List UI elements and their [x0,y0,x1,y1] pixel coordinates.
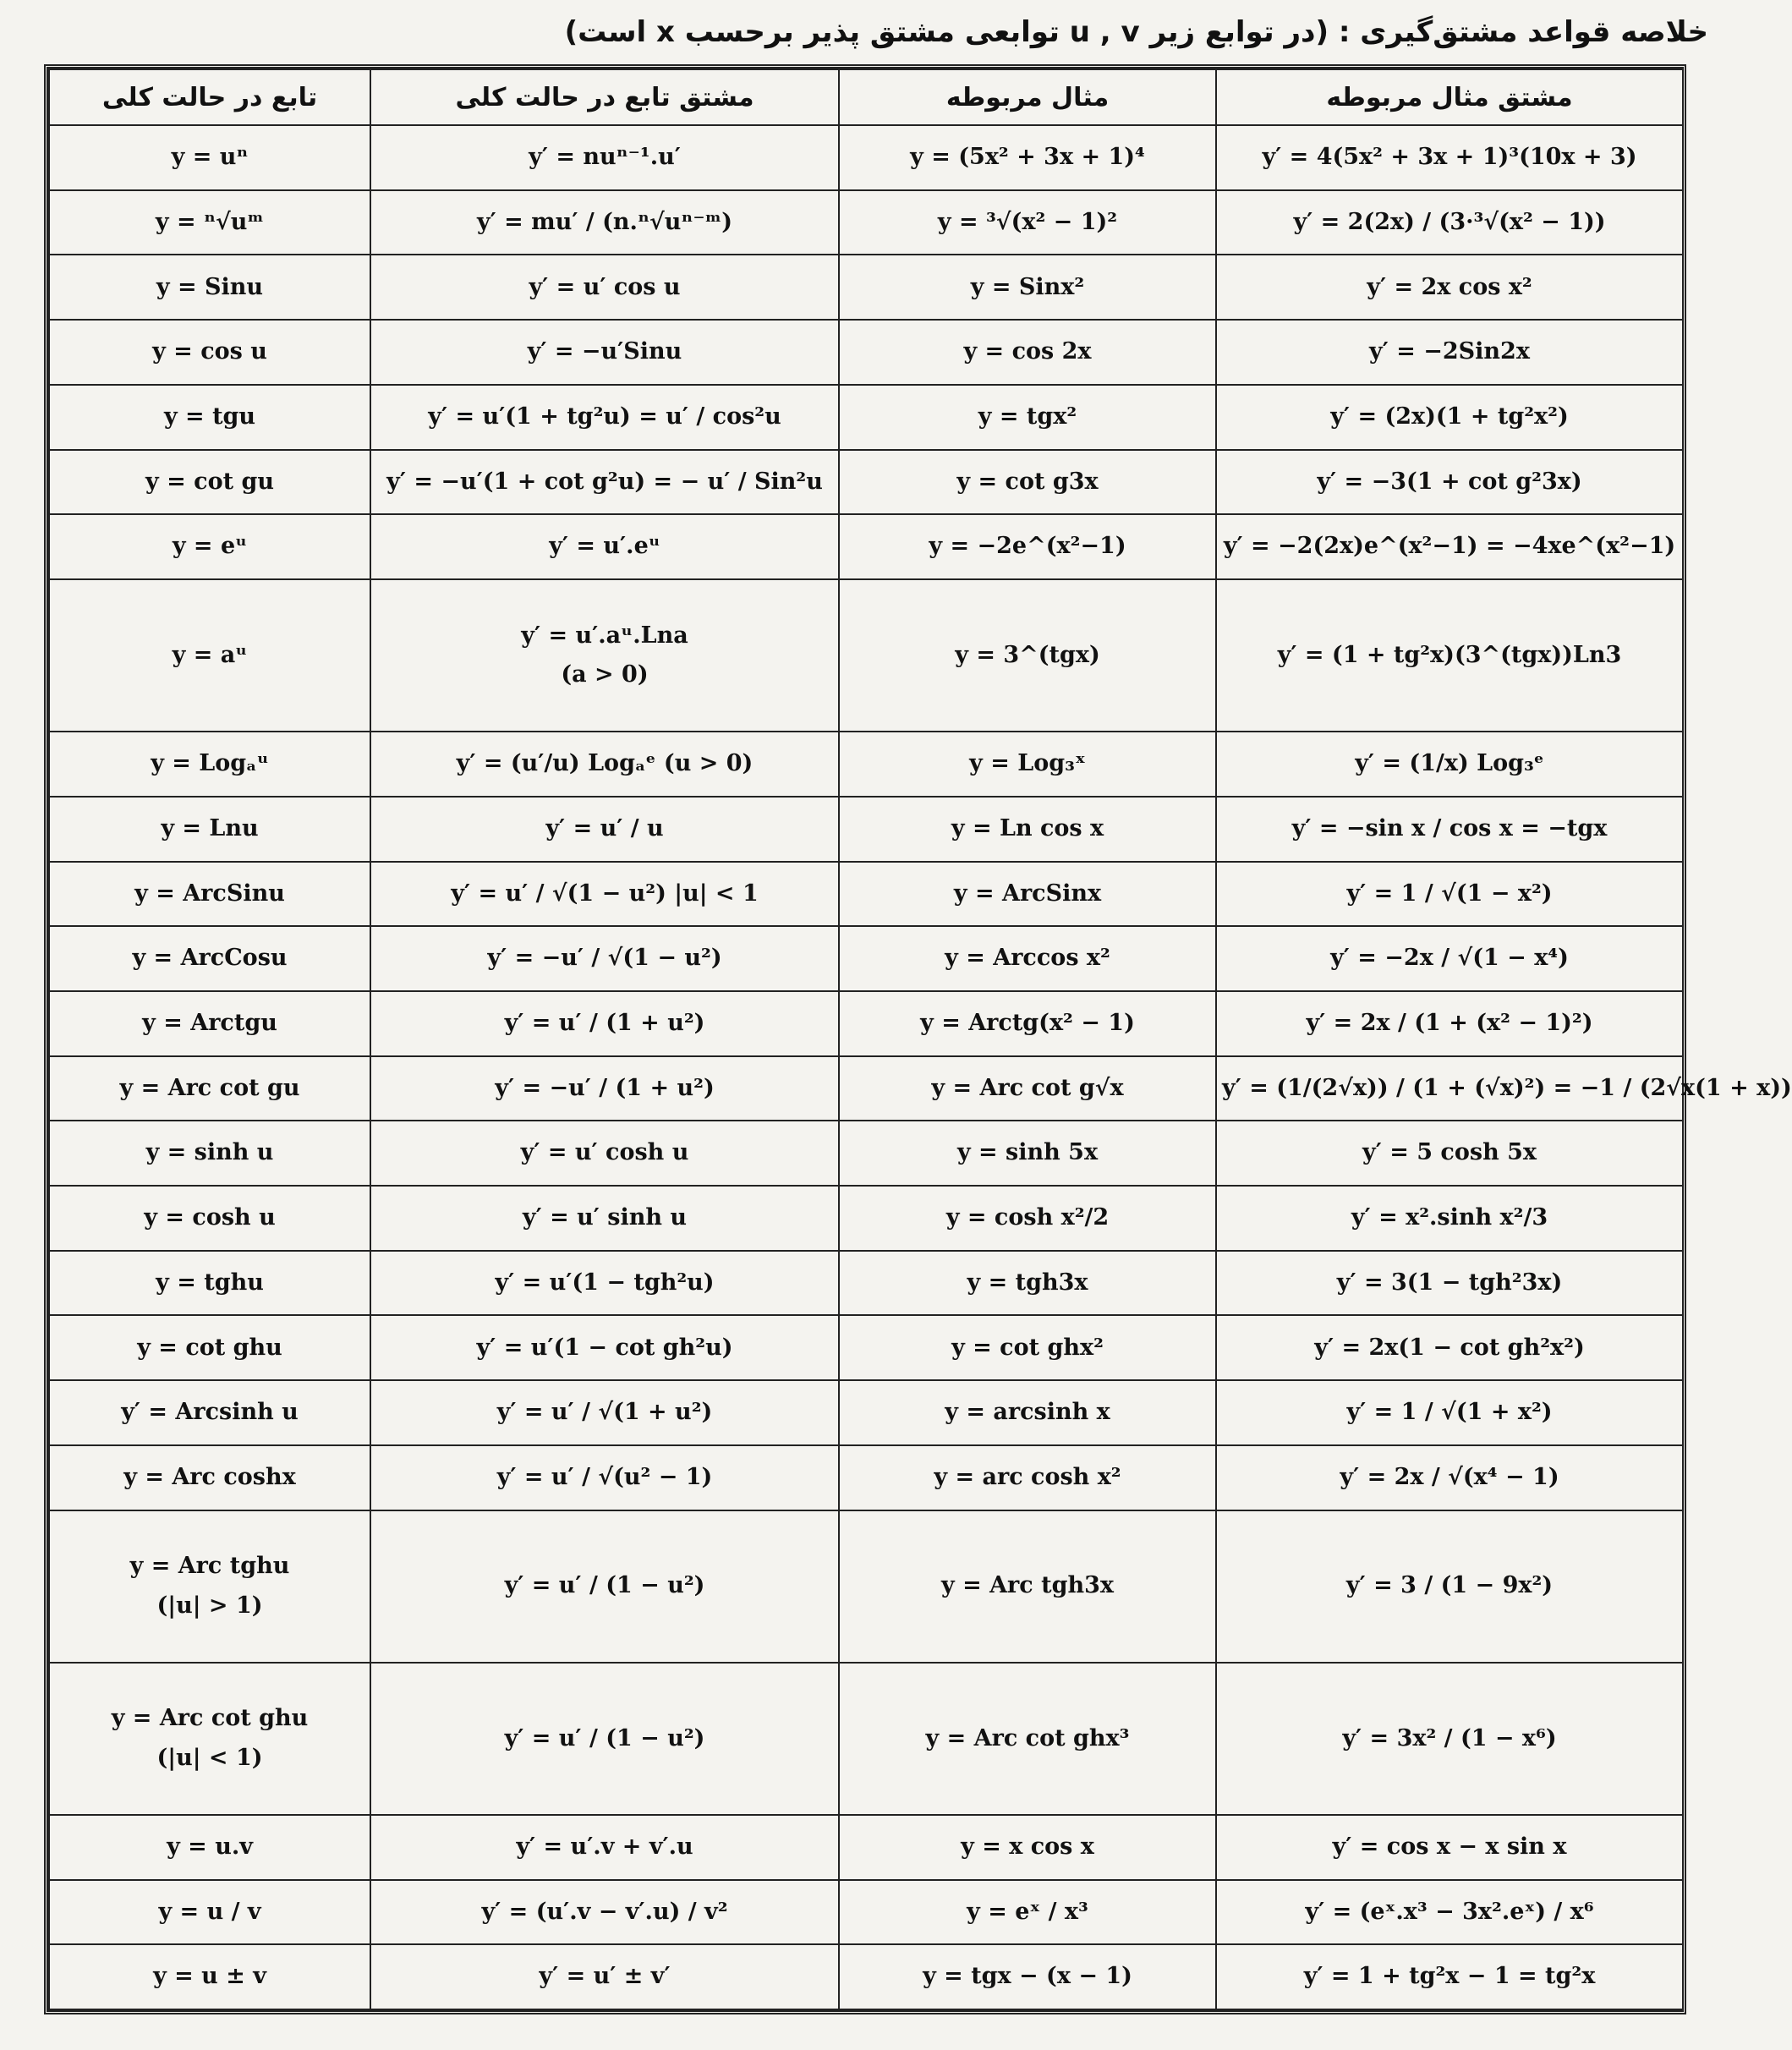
function-cell [49,190,370,255]
derivative-cell [370,1510,839,1663]
formula-text: y′ = −u′(1 + cot g²u) = − u′ / Sin²u [386,468,823,495]
derivative-cell [370,1056,839,1121]
example-derivative-cell [1216,1663,1683,1815]
derivative-cell [370,862,839,927]
function-cell [49,125,370,190]
derivative-cell [370,926,839,991]
header-function: تابع در حالت کلی [49,69,370,125]
formula-text: y′ = 2x(1 − cot gh²x²) [1314,1334,1585,1361]
header-example-derivative: مشتق مثال مربوطه [1216,69,1683,125]
formula-text: y = u.v [167,1833,253,1861]
formula-text: y′ = Arcsinh u [121,1399,299,1426]
derivative-cell [370,1121,839,1186]
example-cell [839,991,1216,1056]
table-row [49,190,1683,255]
table-row [49,450,1683,515]
example-cell [839,926,1216,991]
example-derivative-cell [1216,1380,1683,1445]
function-cell [49,1815,370,1880]
example-cell [839,732,1216,797]
formula-text: y′ = 2x / (1 + (x² − 1)²) [1306,1010,1593,1037]
table-row [49,1315,1683,1380]
example-cell [839,1815,1216,1880]
function-cell [49,1315,370,1380]
function-cell [49,1445,370,1510]
formula-text: y′ = x².sinh x²/3 [1351,1204,1548,1231]
formula-text: y′ = (eˣ.x³ − 3x².eˣ) / x⁶ [1305,1898,1594,1925]
example-derivative-cell [1216,991,1683,1056]
table-row [49,579,1683,732]
example-derivative-cell [1216,862,1683,927]
formula-text: y′ = −u′ / (1 + u²) [495,1074,715,1101]
derivative-cell [370,125,839,190]
formula-text: y = Arc cot gu [119,1074,300,1101]
example-cell [839,190,1216,255]
formula-text: y = eᵘ [172,533,248,560]
example-cell [839,450,1216,515]
formula-text: y = Logₐᵘ [151,750,269,777]
function-cell [49,1663,370,1815]
formula-text: y = eˣ / x³ [967,1898,1088,1925]
function-cell [49,797,370,862]
table-row [49,385,1683,450]
example-derivative-cell [1216,579,1683,732]
example-cell [839,1510,1216,1663]
example-derivative-cell [1216,1315,1683,1380]
formula-text: y′ = u′ / √(1 + u²) [496,1399,713,1426]
formula-text: y′ = u′(1 − tgh²u) [495,1269,715,1296]
example-cell [839,1663,1216,1815]
example-derivative-cell [1216,1056,1792,1121]
table-row [49,125,1683,190]
formula-text: y′ = −3(1 + cot g²3x) [1317,468,1582,495]
example-cell [839,1056,1216,1121]
table-row [49,862,1683,927]
formula-text: y′ = 1 / √(1 − x²) [1346,880,1553,907]
table-row [49,991,1683,1056]
formula-text: y = tghu [156,1269,264,1296]
table-row [49,320,1683,385]
formula-text: y′ = 1 + tg²x − 1 = tg²x [1303,1963,1596,1990]
function-cell [49,514,370,579]
formula-text: y′ = (1/x) Log₃ᵉ [1355,750,1544,777]
formula-text: (a > 0) [561,661,649,688]
table-row [49,1880,1683,1945]
formula-text: y′ = mu′ / (n.ⁿ√uⁿ⁻ᵐ) [476,208,733,235]
formula-text: y′ = u′.aᵘ.Lna [521,622,688,649]
example-derivative-cell [1216,190,1683,255]
table-row [49,1510,1683,1663]
formula-text: y′ = u′.eᵘ [549,533,660,560]
function-cell [49,1944,370,2009]
function-cell [49,1380,370,1445]
table-row [49,1380,1683,1445]
formula-text: y = ³√(x² − 1)² [937,208,1118,235]
formula-text: y = tgx − (x − 1) [923,1963,1132,1990]
formula-text: y = Arc cot ghx³ [925,1724,1130,1751]
example-derivative-cell [1216,320,1683,385]
derivative-cell [370,190,839,255]
table-row [49,1815,1683,1880]
derivative-cell [370,1380,839,1445]
formula-text: y′ = u′ / u [545,814,664,841]
formula-text: y = Arctg(x² − 1) [920,1010,1135,1037]
table-row [49,1445,1683,1510]
formula-text: y = u / v [158,1898,261,1925]
formula-text: y = cot ghx² [951,1334,1104,1361]
formula-text: y = Arc coshx [123,1463,296,1490]
formula-text: y = cot gu [145,468,274,495]
function-cell [49,926,370,991]
formula-text: y′ = (u′.v − v′.u) / v² [481,1898,728,1925]
derivative-cell [370,1944,839,2009]
example-cell [839,1315,1216,1380]
formula-text: y′ = u′.v + v′.u [516,1833,693,1861]
table-row [49,1663,1683,1815]
derivative-cell [370,320,839,385]
derivative-cell [370,450,839,515]
formula-text: y = ⁿ√uᵐ [155,208,265,235]
formula-text: y′ = (1 + tg²x)(3^(tgx))Ln3 [1277,641,1622,668]
example-cell [839,514,1216,579]
function-cell [49,320,370,385]
formula-text: y = cot ghu [137,1334,282,1361]
derivative-cell [370,1815,839,1880]
formula-text: (|u| > 1) [156,1592,263,1619]
formula-text: y = Arctgu [142,1010,277,1037]
derivative-cell [370,579,839,732]
example-derivative-cell [1216,1445,1683,1510]
function-cell [49,579,370,732]
formula-text: y′ = −2x / √(1 − x⁴) [1330,945,1569,972]
function-cell [49,450,370,515]
formula-text: y = cot g3x [956,468,1099,495]
formula-text: y = arc cosh x² [934,1463,1121,1490]
table-row [49,1186,1683,1251]
table-row [49,255,1683,320]
function-cell [49,991,370,1056]
formula-text: y′ = −u′ / √(1 − u²) [487,945,722,972]
formula-text: y = ArcSinx [953,880,1102,907]
formula-text: y = 3^(tgx) [955,641,1100,668]
formula-text: y = cos u [152,338,267,365]
example-derivative-cell [1216,732,1683,797]
example-derivative-cell [1216,926,1683,991]
formula-text: y = sinh 5x [956,1139,1099,1166]
formula-text: y = sinh u [145,1139,274,1166]
derivative-cell [370,991,839,1056]
formula-text: y = −2e^(x²−1) [929,533,1126,560]
example-derivative-cell [1216,1510,1683,1663]
header-row [49,69,1683,125]
example-derivative-cell [1216,1121,1683,1186]
example-cell [839,1445,1216,1510]
formula-text: y = Arc cot g√x [931,1074,1124,1101]
formula-text: y′ = u′ / (1 + u²) [504,1010,705,1037]
example-derivative-cell [1216,255,1683,320]
derivative-cell [370,514,839,579]
example-cell [839,862,1216,927]
formula-text: y = Arc tgh3x [941,1572,1114,1599]
formula-text: y′ = (1/(2√x)) / (1 + (√x)²) = −1 / (2√x(1 + x)) [1222,1074,1792,1101]
derivative-cell [370,1315,839,1380]
formula-text: y = uⁿ [171,144,249,171]
formula-text: y′ = u′ cos u [529,273,681,300]
formula-text: y = cosh u [144,1204,276,1231]
formula-text: y′ = −u′Sinu [527,338,682,365]
table-row [49,1056,1683,1121]
formula-text: y′ = 1 / √(1 + x²) [1346,1399,1553,1426]
formula-text: y = cosh x²/2 [945,1204,1110,1231]
formula-text: y′ = nuⁿ⁻¹.u′ [529,144,681,171]
derivative-cell [370,1251,839,1316]
formula-text: y′ = (u′/u) Logₐᵉ (u > 0) [456,750,754,777]
example-derivative-cell [1216,385,1683,450]
formula-text: y = tgu [163,403,256,430]
page-title: خلاصه قواعد مشتق‌گیری : (در توابع زیر u , v توابعی مشتق پذیر برحسب x است) [564,15,1708,49]
derivative-cell [370,1663,839,1815]
table-row [49,1251,1683,1316]
formula-text: y′ = u′(1 − cot gh²u) [476,1334,733,1361]
formula-text: y′ = u′ / (1 − u²) [504,1724,705,1751]
formula-text: y′ = 4(5x² + 3x + 1)³(10x + 3) [1262,144,1637,171]
derivative-cell [370,1186,839,1251]
function-cell [49,1251,370,1316]
example-cell [839,1121,1216,1186]
example-cell [839,797,1216,862]
example-derivative-cell [1216,1186,1683,1251]
derivative-cell [370,1445,839,1510]
formula-text: y′ = u′ ± v′ [539,1963,671,1990]
function-cell [49,732,370,797]
table-row [49,926,1683,991]
table-row [49,514,1683,579]
derivative-rules-table [48,69,1792,2010]
example-derivative-cell [1216,514,1683,579]
example-cell [839,1880,1216,1945]
example-cell [839,385,1216,450]
formula-text: y = Lnu [161,814,259,841]
formula-text: y′ = u′ / (1 − u²) [504,1572,705,1599]
formula-text: y = arcsinh x [945,1399,1110,1426]
formula-text: y = Arccos x² [945,945,1110,972]
derivative-cell [370,1880,839,1945]
example-cell [839,320,1216,385]
example-derivative-cell [1216,1815,1683,1880]
formula-text: y = tgh3x [967,1269,1088,1296]
derivative-cell [370,385,839,450]
formula-text: y = ArcSinu [134,880,285,907]
formula-text: y = cos 2x [963,338,1092,365]
function-cell [49,1056,370,1121]
example-cell [839,125,1216,190]
example-derivative-cell [1216,1880,1683,1945]
formula-text: y′ = u′ / √(u² − 1) [496,1463,713,1490]
example-cell [839,579,1216,732]
rules-table-frame [44,64,1792,2014]
function-cell [49,1186,370,1251]
formula-text: y′ = 3(1 − tgh²3x) [1336,1269,1563,1296]
formula-text: y = tgx² [978,403,1077,430]
example-derivative-cell [1216,797,1683,862]
example-derivative-cell [1216,1944,1683,2009]
formula-text: y′ = −2(2x)e^(x²−1) = −4xe^(x²−1) [1223,533,1676,560]
formula-text: y′ = u′ sinh u [522,1204,688,1231]
function-cell [49,1510,370,1663]
table-body [49,125,1792,2009]
formula-text: y = Sinx² [970,273,1085,300]
formula-text: y = u ± v [153,1963,266,1990]
example-cell [839,1380,1216,1445]
example-cell [839,255,1216,320]
formula-text: y′ = 2x / √(x⁴ − 1) [1340,1463,1559,1490]
formula-text: y′ = cos x − x sin x [1332,1833,1567,1861]
formula-text: y = Arc tghu [129,1553,290,1580]
formula-text: y = (5x² + 3x + 1)⁴ [910,144,1145,171]
example-cell [839,1944,1216,2009]
table-row [49,1121,1683,1186]
formula-text: y′ = (2x)(1 + tg²x²) [1330,403,1569,430]
formula-text: y′ = 3x² / (1 − x⁶) [1342,1724,1557,1751]
example-cell [839,1186,1216,1251]
example-derivative-cell [1216,125,1683,190]
formula-text: y = Log₃ˣ [969,750,1086,777]
table-row [49,732,1683,797]
formula-text: y′ = 2(2x) / (3·³√(x² − 1)) [1293,208,1606,235]
example-derivative-cell [1216,1251,1683,1316]
derivative-cell [370,255,839,320]
table-row [49,797,1683,862]
formula-text: y′ = 3 / (1 − 9x²) [1345,1572,1554,1599]
formula-text: (|u| < 1) [156,1744,263,1771]
formula-text: y′ = 2x cos x² [1367,273,1532,300]
formula-text: y′ = −2Sin2x [1369,338,1530,365]
formula-text: y′ = 5 cosh 5x [1362,1139,1537,1166]
header-derivative: مشتق تابع در حالت کلی [370,69,839,125]
formula-text: y = Arc cot ghu [111,1705,309,1732]
function-cell [49,385,370,450]
formula-text: y = ArcCosu [132,945,288,972]
formula-text: y′ = −sin x / cos x = −tgx [1291,814,1608,841]
formula-text: y = x cos x [961,1833,1094,1861]
derivative-cell [370,732,839,797]
formula-text: y′ = u′ cosh u [520,1139,689,1166]
formula-text: y = aᵘ [172,641,248,668]
table-row [49,1944,1683,2009]
formula-text: y = Ln cos x [951,814,1104,841]
example-derivative-cell [1216,450,1683,515]
derivative-cell [370,797,839,862]
example-cell [839,1251,1216,1316]
formula-text: y = Sinu [156,273,264,300]
function-cell [49,1880,370,1945]
header-example: مثال مربوطه [839,69,1216,125]
formula-text: y′ = u′ / √(1 − u²) |u| < 1 [451,880,759,907]
formula-text: y′ = u′(1 + tg²u) = u′ / cos²u [428,403,781,430]
function-cell [49,862,370,927]
function-cell [49,255,370,320]
function-cell [49,1121,370,1186]
